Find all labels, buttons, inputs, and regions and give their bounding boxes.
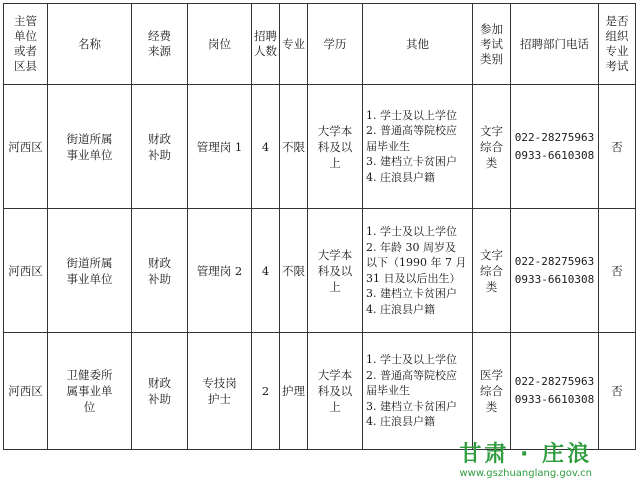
table-row [4, 333, 636, 450]
cell-dept: 河西区 [4, 209, 48, 333]
cell-prof: 否 [599, 333, 636, 450]
cell-funding: 财政 补助 [132, 333, 188, 450]
cell-major: 护理 [280, 333, 308, 450]
cell-prof: 否 [599, 85, 636, 209]
cell-post: 专技岗 护士 [188, 333, 252, 450]
cell-other: 1. 学士及以上学位 2. 普通高等院校应 届毕业生 3. 建档立卡贫困户 4. 庄浪县户籍 [363, 333, 473, 450]
cell-phone: 022-28275963 0933-6610308 [511, 333, 599, 450]
cell-post: 管理岗 2 [188, 209, 252, 333]
cell-name: 卫健委所 属事业单 位 [48, 333, 132, 450]
cell-dept: 河西区 [4, 85, 48, 209]
cell-name: 街道所属 事业单位 [48, 85, 132, 209]
recruitment-table [3, 3, 636, 450]
header-exam: 参加 考试 类别 [473, 4, 511, 85]
cell-count: 2 [252, 333, 280, 450]
header-funding: 经费 来源 [132, 4, 188, 85]
header-edu: 学历 [308, 4, 363, 85]
watermark-url: www.gszhuanglang.gov.cn [459, 468, 592, 479]
table-row [4, 209, 636, 333]
cell-edu: 大学本 科及以 上 [308, 209, 363, 333]
header-major: 专业 [280, 4, 308, 85]
header-dept: 主管 单位 或者 区县 [4, 4, 48, 85]
table-row [4, 85, 636, 209]
cell-major: 不限 [280, 209, 308, 333]
cell-edu: 大学本 科及以 上 [308, 333, 363, 450]
cell-post: 管理岗 1 [188, 85, 252, 209]
cell-major: 不限 [280, 85, 308, 209]
cell-count: 4 [252, 209, 280, 333]
cell-name: 街道所属 事业单位 [48, 209, 132, 333]
header-name: 名称 [48, 4, 132, 85]
header-other: 其他 [363, 4, 473, 85]
cell-exam: 医学 综合 类 [473, 333, 511, 450]
cell-phone: 022-28275963 0933-6610308 [511, 209, 599, 333]
cell-prof: 否 [599, 209, 636, 333]
cell-funding: 财政 补助 [132, 209, 188, 333]
header-post: 岗位 [188, 4, 252, 85]
cell-count: 4 [252, 85, 280, 209]
cell-other: 1. 学士及以上学位 2. 年龄 30 周岁及 以下（1990 年 7 月 31 日及以后出生） 3. 建档立卡贫困户 4. 庄浪县户籍 [363, 209, 473, 333]
cell-dept: 河西区 [4, 333, 48, 450]
cell-exam: 文字 综合 类 [473, 85, 511, 209]
cell-phone: 022-28275963 0933-6610308 [511, 85, 599, 209]
cell-edu: 大学本 科及以 上 [308, 85, 363, 209]
header-prof: 是否 组织 专业 考试 [599, 4, 636, 85]
header-row [4, 4, 636, 85]
header-count: 招聘 人数 [252, 4, 280, 85]
site-watermark [459, 442, 592, 480]
header-phone: 招聘部门电话 [511, 4, 599, 85]
cell-funding: 财政 补助 [132, 85, 188, 209]
watermark-title: 甘肃 · 庄浪 [459, 442, 592, 467]
cell-other: 1. 学士及以上学位 2. 普通高等院校应 届毕业生 3. 建档立卡贫困户 4. 庄浪县户籍 [363, 85, 473, 209]
cell-exam: 文字 综合 类 [473, 209, 511, 333]
